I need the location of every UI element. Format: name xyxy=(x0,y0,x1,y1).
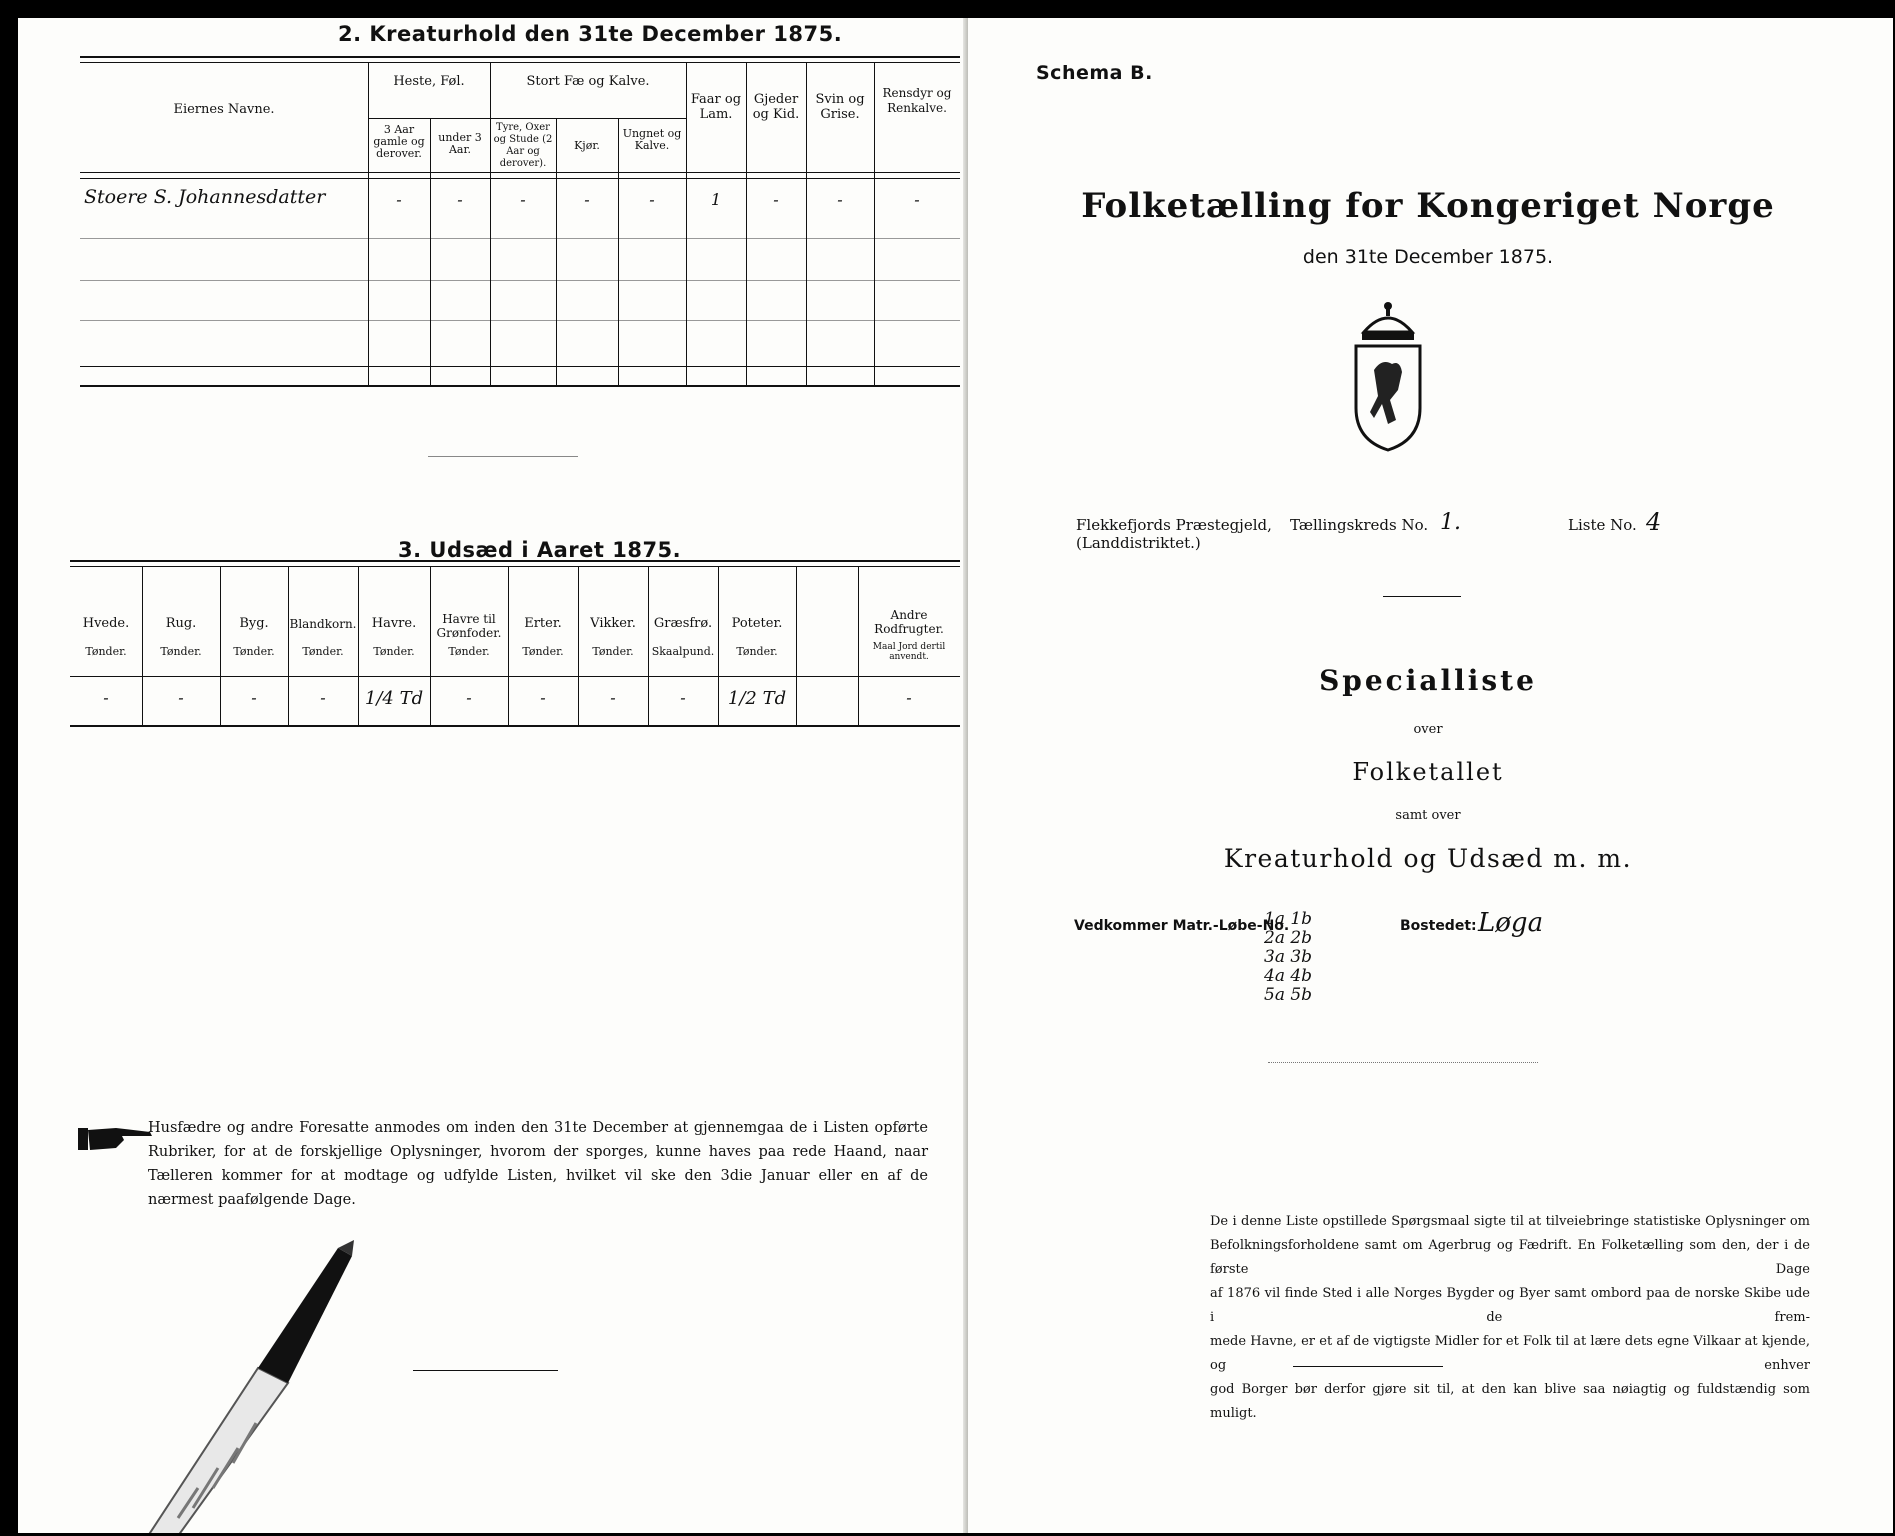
livestock-cell: - xyxy=(649,190,655,209)
divider xyxy=(1383,596,1461,597)
seed-unit: Skaalpund. xyxy=(651,645,715,658)
seed-cell: - xyxy=(320,688,326,707)
divider xyxy=(428,456,578,457)
district-label: (Landdistriktet.) xyxy=(1076,534,1201,552)
circle-label: Tællingskreds No. xyxy=(1290,516,1429,534)
col-goats: Gjeder og Kid. xyxy=(752,92,800,122)
seed-cell: - xyxy=(178,688,184,707)
col-pigs: Svin og Grise. xyxy=(815,92,865,122)
livestock-cell: - xyxy=(584,190,590,209)
list-label: Liste No. xyxy=(1568,516,1637,534)
livestock-cell: - xyxy=(773,190,779,209)
right-page xyxy=(968,18,1893,1533)
livestock-cell: - xyxy=(396,190,402,209)
seed-cell: 1/2 Td xyxy=(727,688,787,709)
col-reindeer: Rensdyr og Renkalve. xyxy=(882,86,952,115)
col-horses: Heste, Føl. xyxy=(393,74,465,89)
notice-text xyxy=(148,1116,928,1212)
notice-line: Tælleren kommer for at modtage og udfylde Listen, hvilket vil ske den 3die Januar eller en af de xyxy=(148,1168,928,1184)
seed-unit: Tønder. xyxy=(448,645,490,658)
seed-header: Andre Rodfrugter. xyxy=(874,608,944,636)
kreaturhold-title: Kreaturhold og Udsæd m. m. xyxy=(1223,844,1633,873)
over-text: over xyxy=(1413,722,1443,737)
seed-unit: Tønder. xyxy=(736,645,778,658)
footer-text xyxy=(1210,1210,1810,1426)
left-page xyxy=(18,18,968,1533)
col-horses-3plus: 3 Aar gamle og derover. xyxy=(373,123,425,160)
seed-unit: Tønder. xyxy=(85,645,127,658)
seed-unit: Tønder. xyxy=(373,645,415,658)
seed-unit: Tønder. xyxy=(592,645,634,658)
col-cows: Kjør. xyxy=(574,139,600,152)
seed-header: Vikker. xyxy=(590,616,636,631)
col-sheep: Faar og Lam. xyxy=(690,92,742,122)
matr-values xyxy=(1264,910,1312,1005)
col-horses-under3: under 3 Aar. xyxy=(438,131,482,156)
livestock-cell: - xyxy=(914,190,920,209)
footer-line: Befolkningsforholdene samt om Agerbrug og Fædrift. En Folketælling som den, der i de første Dage xyxy=(1210,1238,1810,1277)
owner-name: Stoere S. Johannesdatter xyxy=(84,186,326,208)
seed-header: Græsfrø. xyxy=(653,616,713,631)
coat-of-arms-icon xyxy=(1350,300,1426,456)
divider xyxy=(413,1370,558,1371)
speciallist-title: Specialliste xyxy=(1319,664,1537,697)
seed-header: Poteter. xyxy=(731,616,783,631)
seed-cell: - xyxy=(103,688,109,707)
seed-header: Byg. xyxy=(239,616,269,631)
notice-line: Husfædre og andre Foresatte anmodes om inden den 31te December at gjennemgaa de i Listen opførte xyxy=(148,1120,928,1136)
section3-title: 3. Udsæd i Aaret 1875. xyxy=(398,538,682,562)
matr-value: 4a 4b xyxy=(1264,966,1313,986)
seed-header: Rug. xyxy=(165,616,197,631)
document-title: Folketælling for Kongeriget Norge xyxy=(1081,186,1775,226)
seed-unit: Tønder. xyxy=(522,645,564,658)
seed-cell: 1/4 Td xyxy=(364,688,424,709)
divider xyxy=(1268,1062,1538,1063)
matr-value: 5a 5b xyxy=(1264,985,1313,1005)
section2-title: 2. Kreaturhold den 31te December 1875. xyxy=(338,22,843,46)
livestock-cell: - xyxy=(837,190,843,209)
livestock-cell: - xyxy=(457,190,463,209)
notice-line: Rubriker, for at de forskjellige Oplysninger, hvorom der sporges, kunne haves paa rede Haand, naar xyxy=(148,1144,928,1160)
pencil-icon xyxy=(138,1218,378,1533)
col-owner: Eiernes Navne. xyxy=(173,102,275,117)
bosted-label: Bostedet: xyxy=(1400,918,1477,934)
seed-header: Havre til Grønfoder. xyxy=(436,612,502,640)
seed-header: Havre. xyxy=(371,616,417,631)
col-cattle: Stort Fæ og Kalve. xyxy=(526,74,650,89)
seed-unit: Tønder. xyxy=(233,645,275,658)
col-bulls: Tyre, Oxer og Stude (2 Aar og derover). xyxy=(493,122,553,169)
footer-line: mede Havne, er et af de vigtigste Midler for et Folk til at lære dets egne Vilkaar at kjende, og enhver xyxy=(1210,1334,1810,1373)
footer-line: De i denne Liste opstillede Spørgsmaal sigte til at tilveiebringe statistiske Oplysninger om xyxy=(1210,1214,1810,1229)
seed-header: Blandkorn. xyxy=(289,617,357,631)
folketallet-title: Folketallet xyxy=(1352,758,1504,786)
livestock-cell: - xyxy=(520,190,526,209)
matr-value: 2a 2b xyxy=(1264,928,1313,948)
matr-value: 3a 3b xyxy=(1264,947,1313,967)
pointing-hand-icon xyxy=(76,1120,156,1160)
document-date: den 31te December 1875. xyxy=(1302,246,1554,268)
seed-unit: Tønder. xyxy=(302,645,344,658)
seed-cell: - xyxy=(680,688,686,707)
seed-cell: - xyxy=(610,688,616,707)
footer-line: god Borger bør derfor gjøre sit til, at den kan blive saa nøiagtig og fuldstændig som muligt. xyxy=(1210,1382,1810,1421)
footer-line: af 1876 vil finde Sted i alle Norges Bygder og Byer samt ombord paa de norske Skibe ude i de frem- xyxy=(1210,1286,1810,1325)
matr-value: 1a 1b xyxy=(1264,909,1313,929)
seed-unit: Tønder. xyxy=(160,645,202,658)
seed-cell: - xyxy=(540,688,546,707)
seed-header: Hvede. xyxy=(82,616,130,631)
samt-over-text: samt over xyxy=(1395,808,1461,823)
seed-cell: - xyxy=(466,688,472,707)
notice-line: nærmest paafølgende Dage. xyxy=(148,1192,356,1208)
col-young-cattle: Ungnet og Kalve. xyxy=(622,127,682,152)
seed-cell: - xyxy=(906,688,912,707)
schema-label: Schema B. xyxy=(1036,62,1153,84)
seed-cell: - xyxy=(251,688,257,707)
matr-label: Vedkommer Matr.-Løbe-No. xyxy=(1074,918,1290,934)
divider xyxy=(1293,1366,1443,1367)
seed-unit: Maal Jord dertil anvendt. xyxy=(872,642,946,662)
seed-header: Erter. xyxy=(524,616,562,631)
list-value: 4 xyxy=(1646,508,1662,536)
bosted-value: Løga xyxy=(1478,908,1544,938)
circle-value: 1. xyxy=(1440,510,1461,535)
parish-label: Flekkefjords Præstegjeld, xyxy=(1076,516,1272,534)
livestock-cell: 1 xyxy=(710,190,722,209)
